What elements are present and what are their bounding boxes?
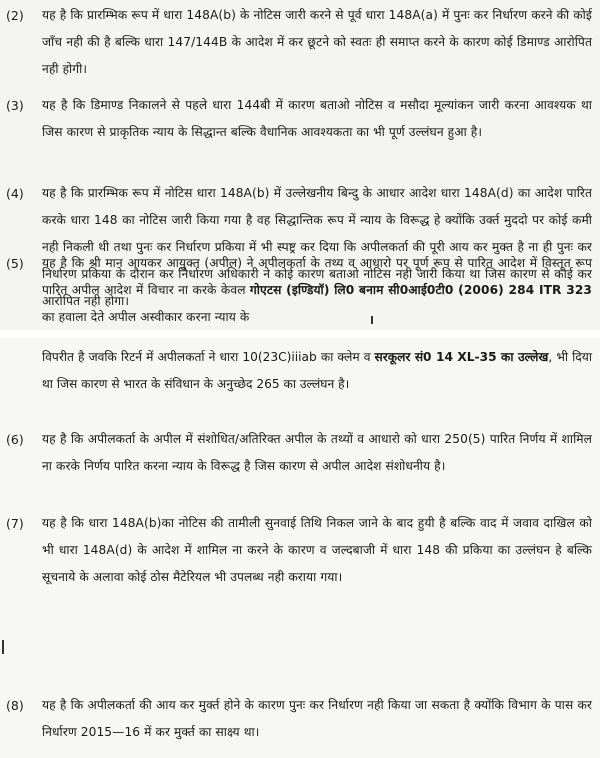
point-text: यह है कि प्रारम्भिक रूप में नोटिस धारा 148A(b) में उल्लेखनीय बिन्दु के आधार आदेश धारा 148A(d) का आदेश पारित करके धारा 148 का नोटिस जारी किया गया है वह सिद्धान्तिक रूप में न्याय के विरूद्ध हे क्योंकि उर्क्त मुददो पर कोई कमी नही निकली थी तथा पुनः कर निर्धारण प्रकिया में भी स्पष्ट्र कर दिया कि अपीलकर्ता की पूरी आय कर मुक्त है ना ही पुनः कर निर्धारण प्रकिया के दौरान कर निर्धारण अधिकारी ने कोई कारण बताओ नोटिस नही जारी किया था जिस कारण से कोई कर आरोपित नही होगा। bbox=[42, 186, 592, 308]
point-text-part: विपरीत है जवकि रिटर्न में अपीलकर्ता ने धारा 10(23C)iiiab का क्लेम व bbox=[42, 350, 375, 364]
point-number: (6) bbox=[6, 432, 24, 447]
grounds-point-5-continued bbox=[42, 344, 592, 398]
grounds-point-2 bbox=[0, 2, 600, 84]
point-number: (4) bbox=[6, 186, 24, 201]
point-text-part: का हवाला देते अपील अस्वीकार करना न्याय के bbox=[42, 310, 250, 324]
case-citation: गोएटस (इण्डियॉ) लि0 बनाम सी0आई0टी0 (2006) 284 ITR 323 bbox=[249, 283, 592, 297]
point-text: यह है कि अपीलकर्ता के अपील में संशोधित/अतिरिक्त अपील के तथ्यों व आधारो को धारा 250(5) पारित निर्णय में शामिल ना करके निर्णय पारित करना न्याय के विरूद्ध है जिस कारण से अपील आदेश संशोधनीय है। bbox=[42, 432, 592, 473]
point-number: (7) bbox=[6, 516, 24, 531]
scan-mark bbox=[2, 640, 4, 654]
grounds-point-5 bbox=[0, 250, 600, 330]
grounds-point-7 bbox=[0, 510, 600, 618]
point-number: (8) bbox=[6, 698, 24, 713]
point-number: (5) bbox=[6, 256, 24, 271]
grounds-point-8 bbox=[0, 692, 600, 752]
point-text: यह है कि अपीलकर्ता की आय कर मुर्क्त होने के कारण पुनः कर निर्धारण नही किया जा सकता है क्योंकि विभाग के पास कर निर्धारण 2015—16 में कर मुर्क्त का साक्ष्य था। bbox=[42, 698, 592, 739]
circular-reference: सरकूलर सं0 14 XL-35 का उल्लेख bbox=[374, 350, 549, 364]
point-text-part: यह है कि श्री मान आयकर आयुक्त (अपील) ने अपीलकर्ता के तथ्य व आधारो पर पूर्ण रूप से पारित आदेश में विस्तृत रूप पारित अपील आदेश में विचार ना करके केवल bbox=[42, 256, 592, 297]
point-number: (2) bbox=[6, 8, 24, 23]
grounds-point-3 bbox=[0, 92, 600, 174]
point-text: यह है कि डिमाण्ड निकालने से पहले धारा 144बी में कारण बताओ नोटिस व मसौदा मूल्यांकन जारी करना आवश्यक था जिस कारण से प्राकृतिक न्याय के सिद्धान्त बल्कि वैधानिक आवश्यकता का भी पूर्ण उल्लंघन हुआ है। bbox=[42, 98, 592, 139]
point-text: यह है कि धारा 148A(b)का नोटिस की तामीली सुनवाई तिथि निकल जाने के बाद हुयी है बल्कि वाद में जवाव दाखिल को भी धारा 148A(d) के आदेश में शामिल ना करने के कारण व जल्दबाजी में धारा 148 की प्रकिया का उल्लंघन हे बल्कि सूचनाये के अलावा कोई ठोस मैटेरियल भी उपलब्ध नही कराया गया। bbox=[42, 516, 592, 584]
point-text bbox=[42, 250, 592, 331]
point-text: यह है कि प्रारम्भिक रूप में धारा 148A(b) के नोटिस जारी करने से पूर्व धारा 148A(a) में पुनः कर निर्धारण करने की कोई जाँच नही की है बल्कि धारा 147/144B के आदेश में कर छूटने को स्वतः ही समाप्त करने के कारण कोई डिमाण्ड आरोपित नही होगी। bbox=[42, 8, 592, 76]
point-text-part: , भी दिया था जिस कारण से भारत के संविधान के अनुच्छेद 265 का उल्लंघन है। bbox=[42, 350, 592, 391]
point-number: (3) bbox=[6, 98, 24, 113]
grounds-point-6 bbox=[0, 426, 600, 508]
scan-mark bbox=[371, 316, 373, 324]
